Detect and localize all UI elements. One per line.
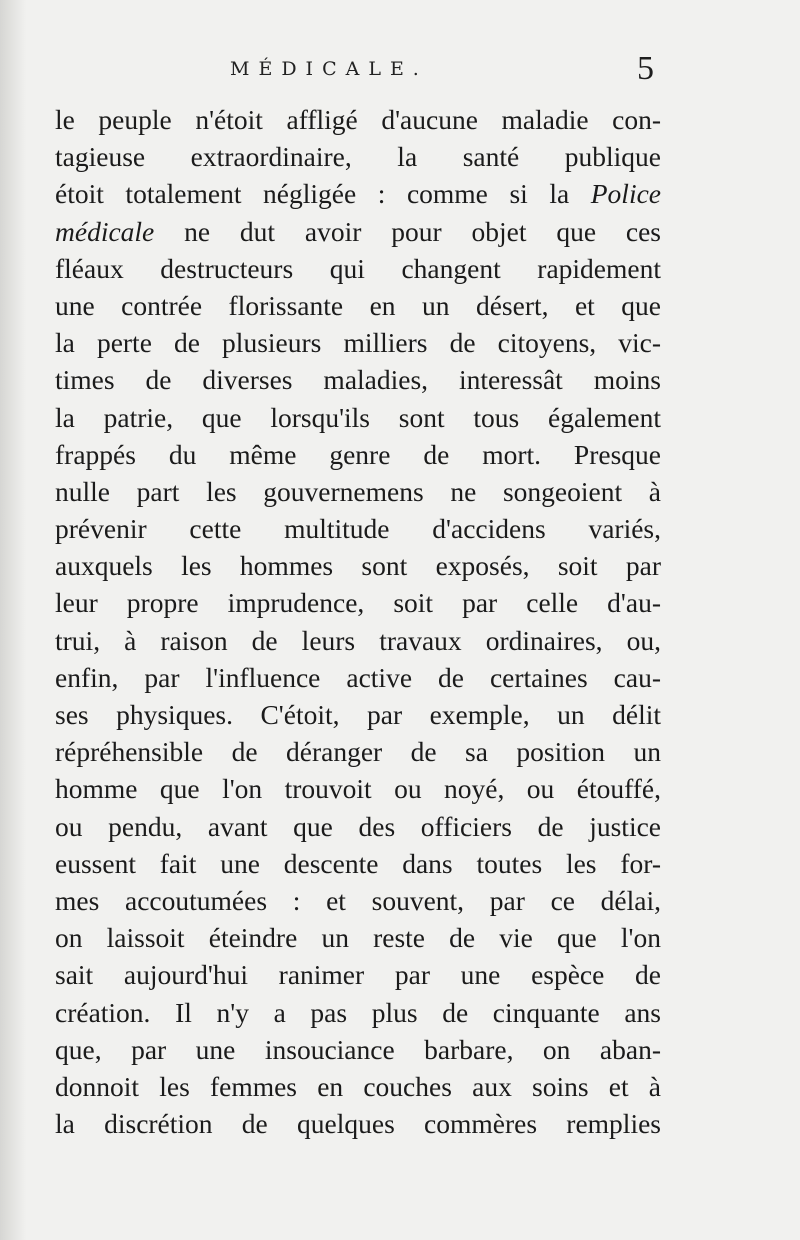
text-line: mes accoutumées : et souvent, par ce délai,: [55, 884, 661, 916]
text-line: prévenir cette multitude d'accidens variés,: [55, 513, 661, 545]
text-line: la patrie, que lorsqu'ils sont tous également: [55, 401, 661, 433]
text-line: le peuple n'étoit affligé d'aucune maladie con-: [55, 104, 661, 135]
text-line: fléaux destructeurs qui changent rapidement: [55, 252, 661, 284]
text-line: donnoit les femmes en couches aux soins et à: [55, 1070, 661, 1102]
text-line: tagieuse extraordinaire, la santé publique: [55, 141, 661, 173]
text-line: ses physiques. C'étoit, par exemple, un délit: [55, 699, 661, 730]
text-line: [55, 175, 661, 212]
text-line: [55, 213, 661, 250]
text-line: création. Il n'y a pas plus de cinquante ans: [55, 996, 661, 1028]
text-line: trui, à raison de leurs travaux ordinaires, ou,: [55, 624, 661, 656]
text-line: la discrétion de quelques commères remplies: [55, 1108, 661, 1140]
running-head: MÉDICALE.: [230, 58, 428, 80]
text-line: répréhensible de déranger de sa position un: [55, 736, 661, 768]
body-text: [55, 101, 661, 1142]
text-line: frappés du même genre de mort. Presque: [55, 438, 661, 470]
text-line: que, par une insouciance barbare, on aban-: [55, 1033, 661, 1065]
text-line: sait aujourd'hui ranimer par une espèce de: [55, 959, 661, 991]
text-line: on laissoit éteindre un reste de vie que l'on: [55, 922, 661, 954]
italic-word: médicale: [55, 215, 155, 247]
text-line: auxquels les hommes sont exposés, soit par: [55, 550, 661, 582]
text-line: leur propre imprudence, soit par celle d'au-: [55, 587, 661, 619]
text-line: nulle part les gouvernemens ne songeoient à: [55, 475, 661, 507]
page-number: 5: [637, 50, 654, 87]
text-line-segment: ne dut avoir pour objet que ces: [154, 215, 661, 247]
text-line: une contrée florissante en un désert, et que: [55, 289, 661, 321]
page-edge-shadow: [0, 0, 26, 1240]
text-line: eussent fait une descente dans toutes les for-: [55, 847, 661, 879]
text-line: ou pendu, avant que des officiers de justice: [55, 810, 661, 842]
text-line-segment: étoit totalement négligée : comme si la: [55, 178, 591, 210]
text-line: homme que l'on trouvoit ou noyé, ou étouffé,: [55, 773, 661, 805]
text-line: la perte de plusieurs milliers de citoyens, vic-: [55, 327, 661, 359]
text-line: times de diverses maladies, interessât moins: [55, 364, 661, 396]
text-line: enfin, par l'influence active de certaines cau-: [55, 661, 661, 693]
italic-word: Police: [590, 178, 661, 210]
